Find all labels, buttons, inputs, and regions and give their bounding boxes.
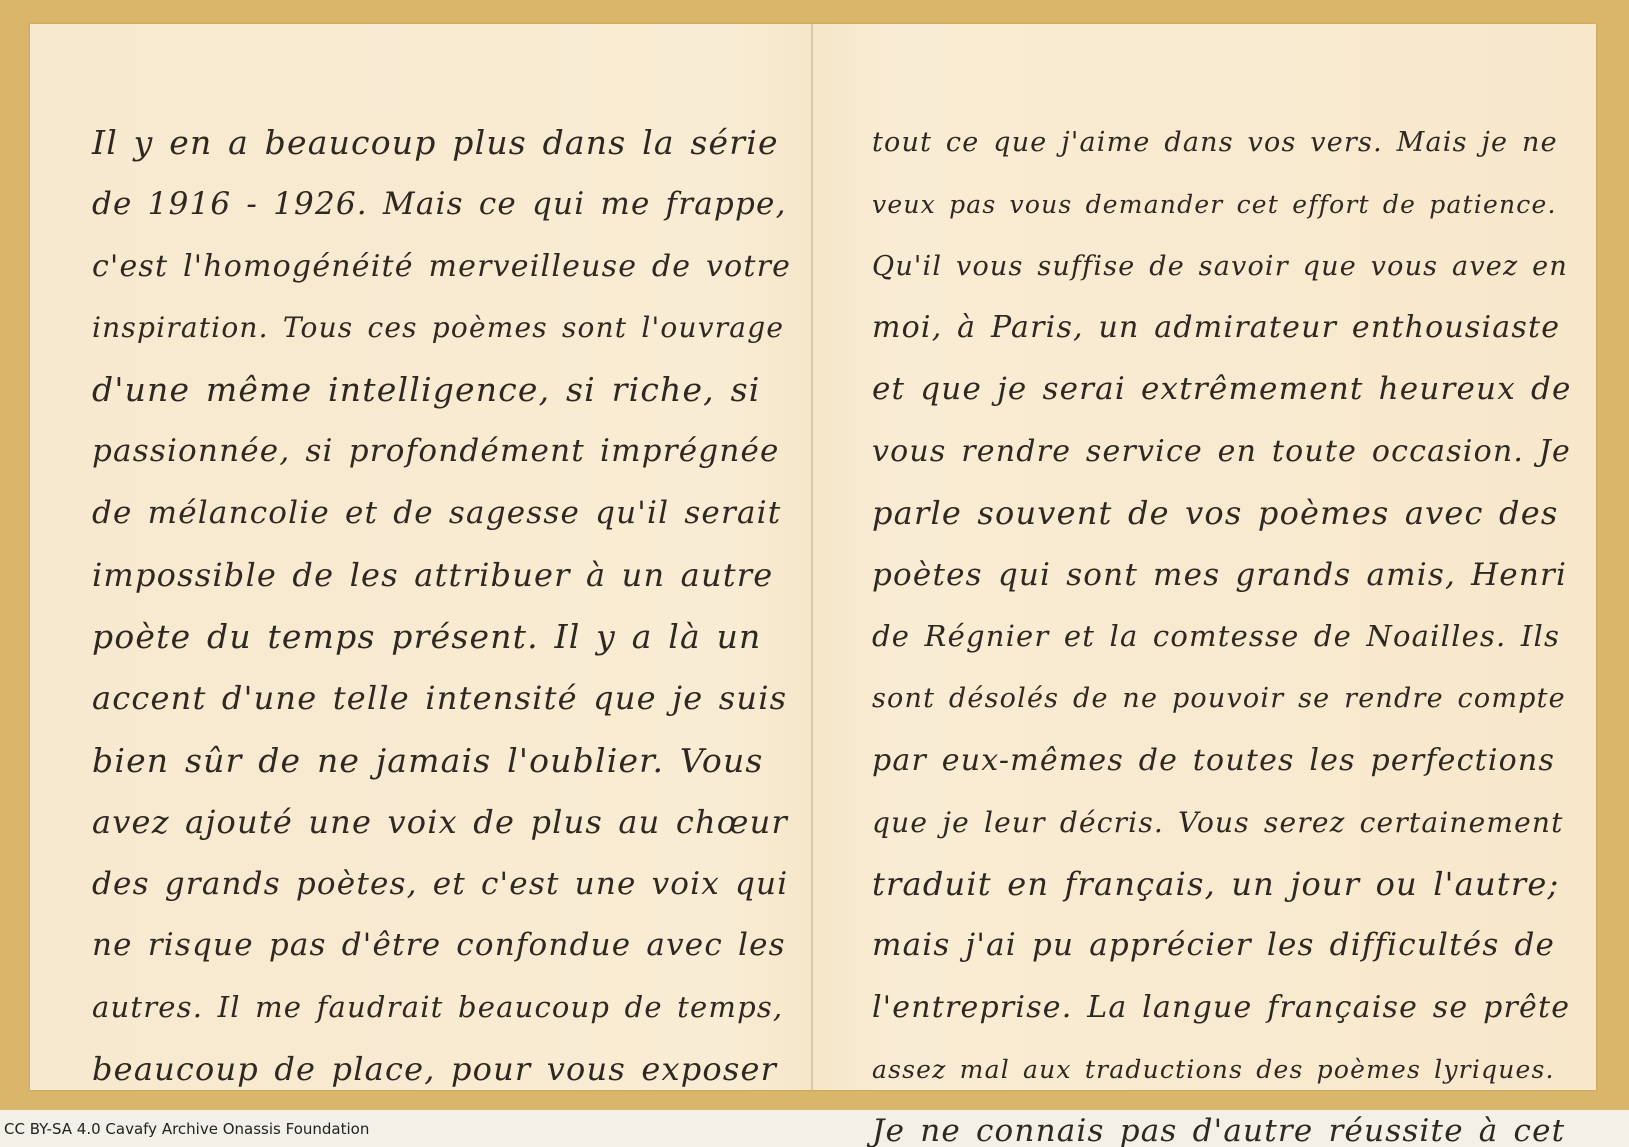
- letter-line: vous rendre service en toute occasion. Je: [872, 433, 1572, 469]
- letter-line: par eux-mêmes de toutes les perfections: [872, 742, 1556, 778]
- letter-right-column: [872, 112, 1572, 1147]
- letter-line: Il y en a beaucoup plus dans la série: [92, 123, 779, 162]
- letter-line: ne risque pas d'être confondue avec les: [92, 927, 786, 964]
- letter-line: que je leur décris. Vous serez certainement: [872, 805, 1564, 839]
- letter-line: de Régnier et la comtesse de Noailles. Ils: [872, 619, 1561, 654]
- letter-line: de 1916 - 1926. Mais ce qui me frappe,: [92, 185, 787, 222]
- letter-line: et que je serai extrêmement heureux de: [872, 371, 1572, 408]
- letter-line: avez ajouté une voix de plus au chœur: [92, 802, 788, 841]
- letter-line: poète du temps présent. Il y a là un: [92, 617, 762, 657]
- letter-line: beaucoup de place, pour vous exposer: [92, 1049, 778, 1088]
- letter-line: Qu'il vous suffise de savoir que vous avez en: [872, 250, 1568, 282]
- license-credit: CC BY-SA 4.0 Cavafy Archive Onassis Foundation: [4, 1120, 370, 1138]
- letter-line: autres. Il me faudrait beaucoup de temps,: [92, 990, 784, 1025]
- letter-line: poètes qui sont mes grands amis, Henri: [872, 556, 1568, 593]
- letter-line: l'entreprise. La langue française se prête: [872, 990, 1571, 1026]
- letter-line: mais j'ai pu apprécier les difficultés de: [872, 927, 1556, 964]
- letter-line: c'est l'homogénéité merveilleuse de votre: [92, 248, 792, 284]
- page-fold: [811, 24, 813, 1090]
- letter-line: tout ce que j'aime dans vos vers. Mais je ne: [872, 127, 1558, 158]
- letter-line: assez mal aux traductions des poèmes lyriques.: [872, 1054, 1555, 1084]
- letter-line: parle souvent de vos poèmes avec des: [872, 493, 1559, 532]
- letter-line: traduit en français, un jour ou l'autre;: [872, 864, 1560, 903]
- letter-line: veux pas vous demander cet effort de patience.: [872, 189, 1557, 219]
- letter-line: moi, à Paris, un admirateur enthousiaste: [872, 310, 1561, 346]
- letter-line: impossible de les attribuer à un autre: [92, 555, 774, 594]
- letter-line: accent d'une telle intensité que je suis: [92, 679, 788, 718]
- letter-line: bien sûr de ne jamais l'oublier. Vous: [92, 740, 764, 780]
- letter-line: sont désolés de ne pouvoir se rendre compte: [872, 683, 1566, 715]
- letter-line: de mélancolie et de sagesse qu'il serait: [92, 494, 782, 531]
- letter-line: Je ne connais pas d'autre réussite à cet: [872, 1112, 1566, 1147]
- letter-line: passionnée, si profondément imprégnée: [92, 432, 780, 469]
- letter-line: d'une même intelligence, si riche, si: [92, 370, 761, 410]
- letter-line: des grands poètes, et c'est une voix qui: [92, 865, 789, 902]
- letter-line: inspiration. Tous ces poèmes sont l'ouvrage: [92, 311, 785, 345]
- letter-left-column: [92, 112, 792, 1101]
